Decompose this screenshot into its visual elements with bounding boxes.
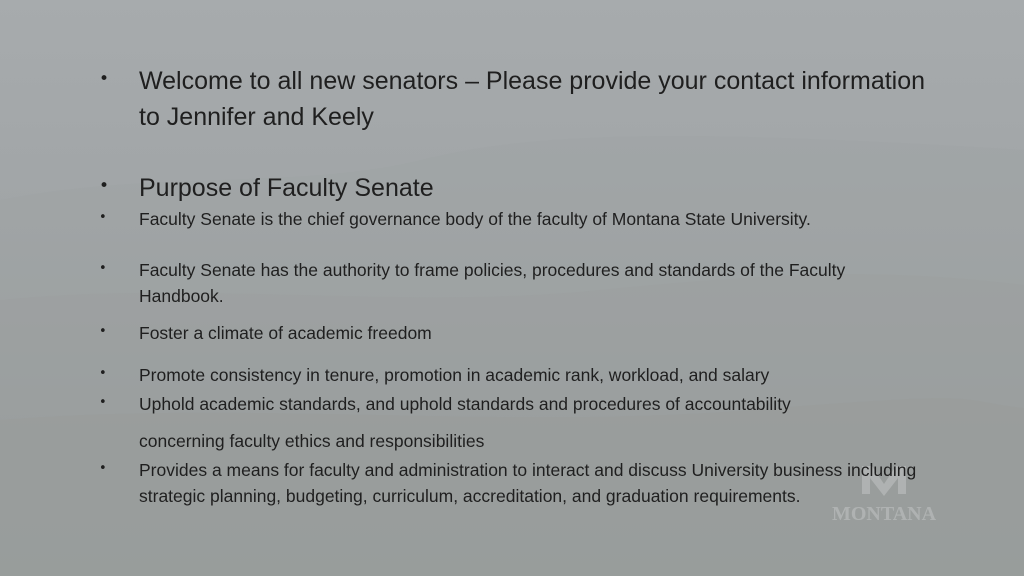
bullet-marker: • xyxy=(99,461,107,476)
bullet-text: Welcome to all new senators – Please provide your contact information to Jennifer and Keely xyxy=(139,67,926,131)
bullet-text: Provides a means for faculty and administration to interact and discuss University business including strategic planning, budgeting, curriculum, accreditation, and graduation requirements. xyxy=(139,460,917,506)
watermark-text: MONTANA xyxy=(831,503,937,525)
bullet-text: Foster a climate of academic freedom xyxy=(139,323,432,343)
bullet-text: Faculty Senate is the chief governance body of the faculty of Montana State University. xyxy=(139,209,811,229)
bullet-marker: • xyxy=(99,261,107,276)
continuation-text: concerning faculty ethics and responsibilities xyxy=(139,431,485,451)
bullet-text: Uphold academic standards, and uphold standards and procedures of accountability xyxy=(139,394,791,414)
bullet-marker: • xyxy=(99,210,107,225)
bullet-text: Promote consistency in tenure, promotion in academic rank, workload, and salary xyxy=(139,365,770,385)
bullet-marker: • xyxy=(99,395,107,410)
bullet-text: Purpose of Faculty Senate xyxy=(139,174,434,202)
bullet-text: Faculty Senate has the authority to frame policies, procedures and standards of the Faculty Handbook. xyxy=(139,260,846,306)
bullet-marker: • xyxy=(99,366,107,381)
bullet-marker: • xyxy=(99,324,107,339)
bullet-marker: • xyxy=(99,176,110,196)
bullet-marker: • xyxy=(99,69,110,89)
